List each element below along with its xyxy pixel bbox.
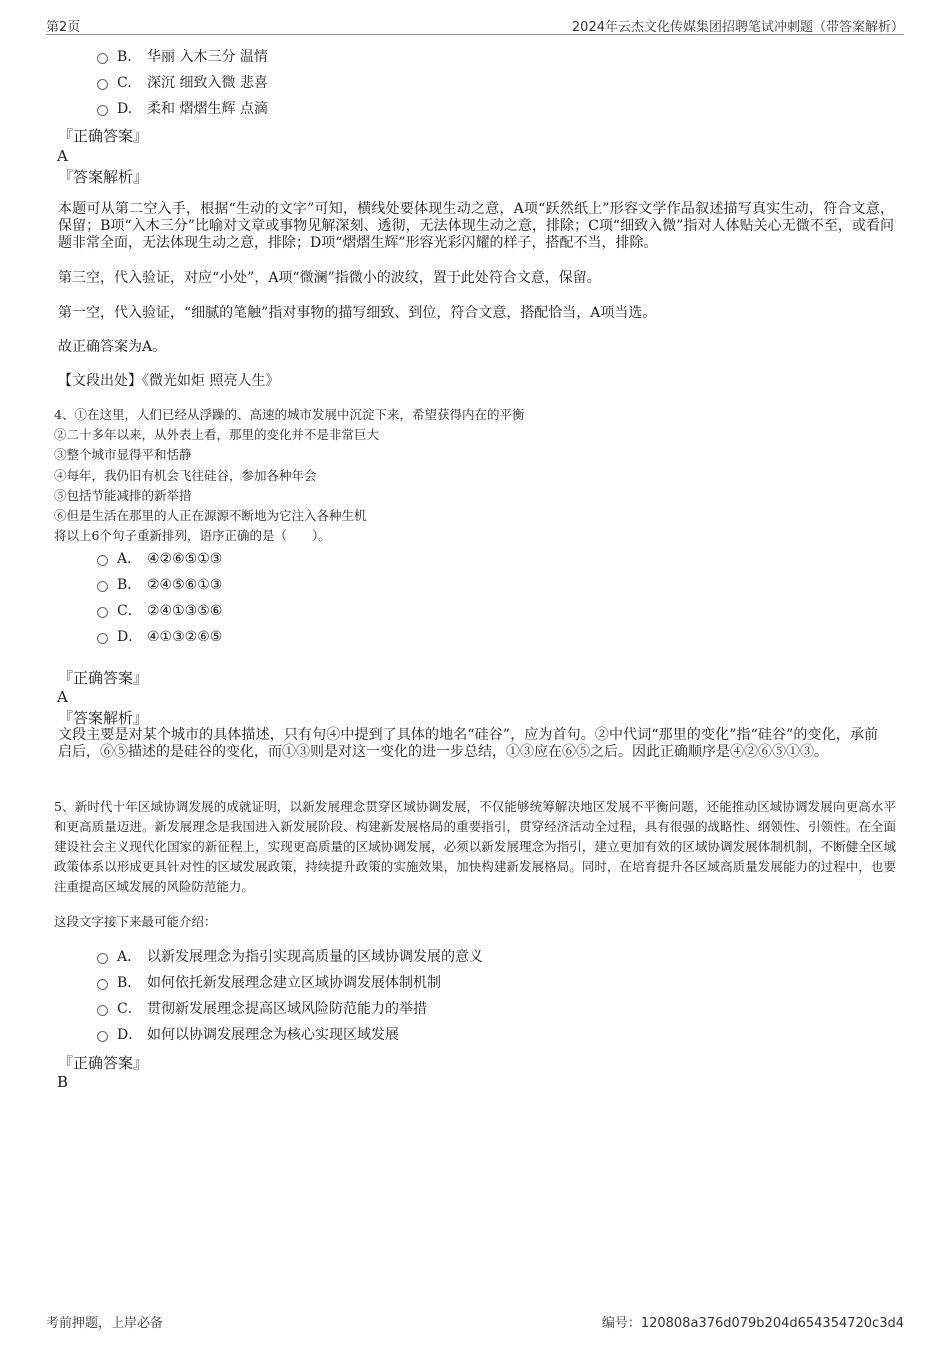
q3-answer: A	[57, 147, 68, 165]
q4-stem-line: ④每年，我仍旧有机会飞往硅谷，参加各种年会	[54, 468, 317, 483]
q3-option-c[interactable]: C. 深沉 细致入微 悲喜	[97, 73, 268, 93]
q4-stem-line: ⑥但是生活在那里的人正在源源不断地为它注入各种生机	[54, 508, 367, 523]
radio-icon[interactable]	[97, 79, 108, 90]
page-header	[46, 14, 904, 35]
radio-icon[interactable]	[97, 633, 108, 644]
q3-option-b[interactable]: B. 华丽 入木三分 温情	[97, 47, 268, 67]
q5-option-a[interactable]: A． 以新发展理念为指引实现高质量的区域协调发展的意义	[97, 947, 483, 967]
q3-analysis-paragraph: 本题可从第二空入手，根据“生动的文字”可知，横线处要体现生动之意，A项“跃然纸上”形容文学作品叙述描写真实生动，符合文意，保留；B项“入木三分”比喻对文章或事物见解深刻、透彻，无法体现生动之意，排除；C项“细致入微”指对人体贴关心无微不至，或看问题非常全面，无法体现生动之意，排除；D项“熠熠生辉”形容光彩闪耀的样子，搭配不当，排除。	[58, 201, 894, 251]
q5-stem: 5、新时代十年区域协调发展的成就证明，以新发展理念贯穿区域协调发展，不仅能够统筹解决地区发展不平衡问题，还能推动区域协调发展向更高水平和更高质量迈进。新发展理念是我国进入新发展阶段、构建新发展格局的重要指引，贯穿经济活动全过程，具有很强的战略性、纲领性、引领性。在全面建设社会主义现代化国家的新征程上，实现更高质量的区域协调发展，必须以新发展理念为指引，建立更加有效的区域协调发展体制机制，不断健全区域政策体系以形成更具针对性的区域发展政策，持续提升政策的实施效果，加快构建新发展格局。同时，在培育提升各区域高质量发展能力的过程中，也要注重提高区域发展的风险防范能力。	[54, 799, 896, 894]
q4-stem-line: ⑤包括节能减排的新举措	[54, 488, 192, 503]
q4-option-b[interactable]: B． ②④⑤⑥①③	[97, 575, 222, 595]
q3-option-d[interactable]: D. 柔和 熠熠生辉 点滴	[97, 99, 268, 119]
q5-answer-label: 『正确答案』	[58, 1054, 149, 1072]
q4-stem-line: 4、①在这里，人们已经从浮躁的、高速的城市发展中沉淀下来，希望获得内在的平衡	[54, 407, 525, 422]
q5-question: 这段文字接下来最可能介绍：	[54, 914, 217, 929]
radio-icon[interactable]	[97, 555, 108, 566]
q3-source: 【文段出处】《微光如炬 照亮人生》	[58, 373, 280, 389]
q4-question: 将以上6个句子重新排列，语序正确的是（ ）。	[54, 528, 331, 543]
q3-analysis-paragraph: 第一空，代入验证，“细腻的笔触”指对事物的描写细致、到位，符合文意，搭配恰当，A项当选。	[58, 305, 657, 321]
page-footer	[46, 1312, 904, 1332]
radio-icon[interactable]	[97, 979, 108, 990]
radio-icon[interactable]	[97, 1031, 108, 1042]
q3-analysis-paragraph: 故正确答案为A。	[58, 339, 167, 355]
radio-icon[interactable]	[97, 581, 108, 592]
document-title: 2024年云杰文化传媒集团招聘笔试冲刺题（带答案解析）	[571, 20, 904, 35]
q3-analysis-label: 『答案解析』	[58, 168, 149, 186]
page-number: 第2页	[46, 20, 81, 35]
footer-slogan: 考前押题，上岸必备	[46, 1316, 164, 1331]
q4-stem-line: ③整个城市显得平和恬静	[54, 447, 192, 462]
q3-analysis-paragraph: 第三空，代入验证，对应“小处”，A项“微澜”指微小的波纹，置于此处符合文意，保留。	[58, 270, 601, 286]
q5-option-b[interactable]: B． 如何依托新发展理念建立区域协调发展体制机制	[97, 973, 441, 993]
radio-icon[interactable]	[97, 53, 108, 64]
q4-option-d[interactable]: D． ④①③②⑥⑤	[97, 627, 222, 647]
q4-option-a[interactable]: A． ④②⑥⑤①③	[97, 549, 222, 569]
q5-option-d[interactable]: D． 如何以协调发展理念为核心实现区域发展	[97, 1025, 399, 1045]
q5-answer: B	[57, 1073, 69, 1091]
q5-option-c[interactable]: C． 贯彻新发展理念提高区域风险防范能力的举措	[97, 999, 427, 1019]
radio-icon[interactable]	[97, 105, 108, 116]
q4-answer-label: 『正确答案』	[58, 669, 149, 687]
q4-analysis-label: 『答案解析』	[58, 709, 149, 727]
radio-icon[interactable]	[97, 607, 108, 618]
document-id: 编号：120808a376d079b204d654354720c3d4	[601, 1316, 904, 1331]
q4-option-c[interactable]: C． ②④①③⑤⑥	[97, 601, 222, 621]
q4-analysis-paragraph: 文段主要是对某个城市的具体描述，只有句④中提到了具体的地名“硅谷”，应为首句。②中代词“那里的变化”指“硅谷”的变化，承前启后，⑥⑤描述的是硅谷的变化，而①③则是对这一变化的进一步总结，①③应在⑥⑤之后。因此正确顺序是④②⑥⑤①③。	[58, 727, 878, 760]
q4-answer: A	[57, 688, 68, 706]
q4-stem-line: ②二十多年以来，从外表上看，那里的变化并不是非常巨大	[54, 427, 380, 442]
q3-answer-label: 『正确答案』	[58, 127, 149, 145]
radio-icon[interactable]	[97, 953, 108, 964]
radio-icon[interactable]	[97, 1005, 108, 1016]
